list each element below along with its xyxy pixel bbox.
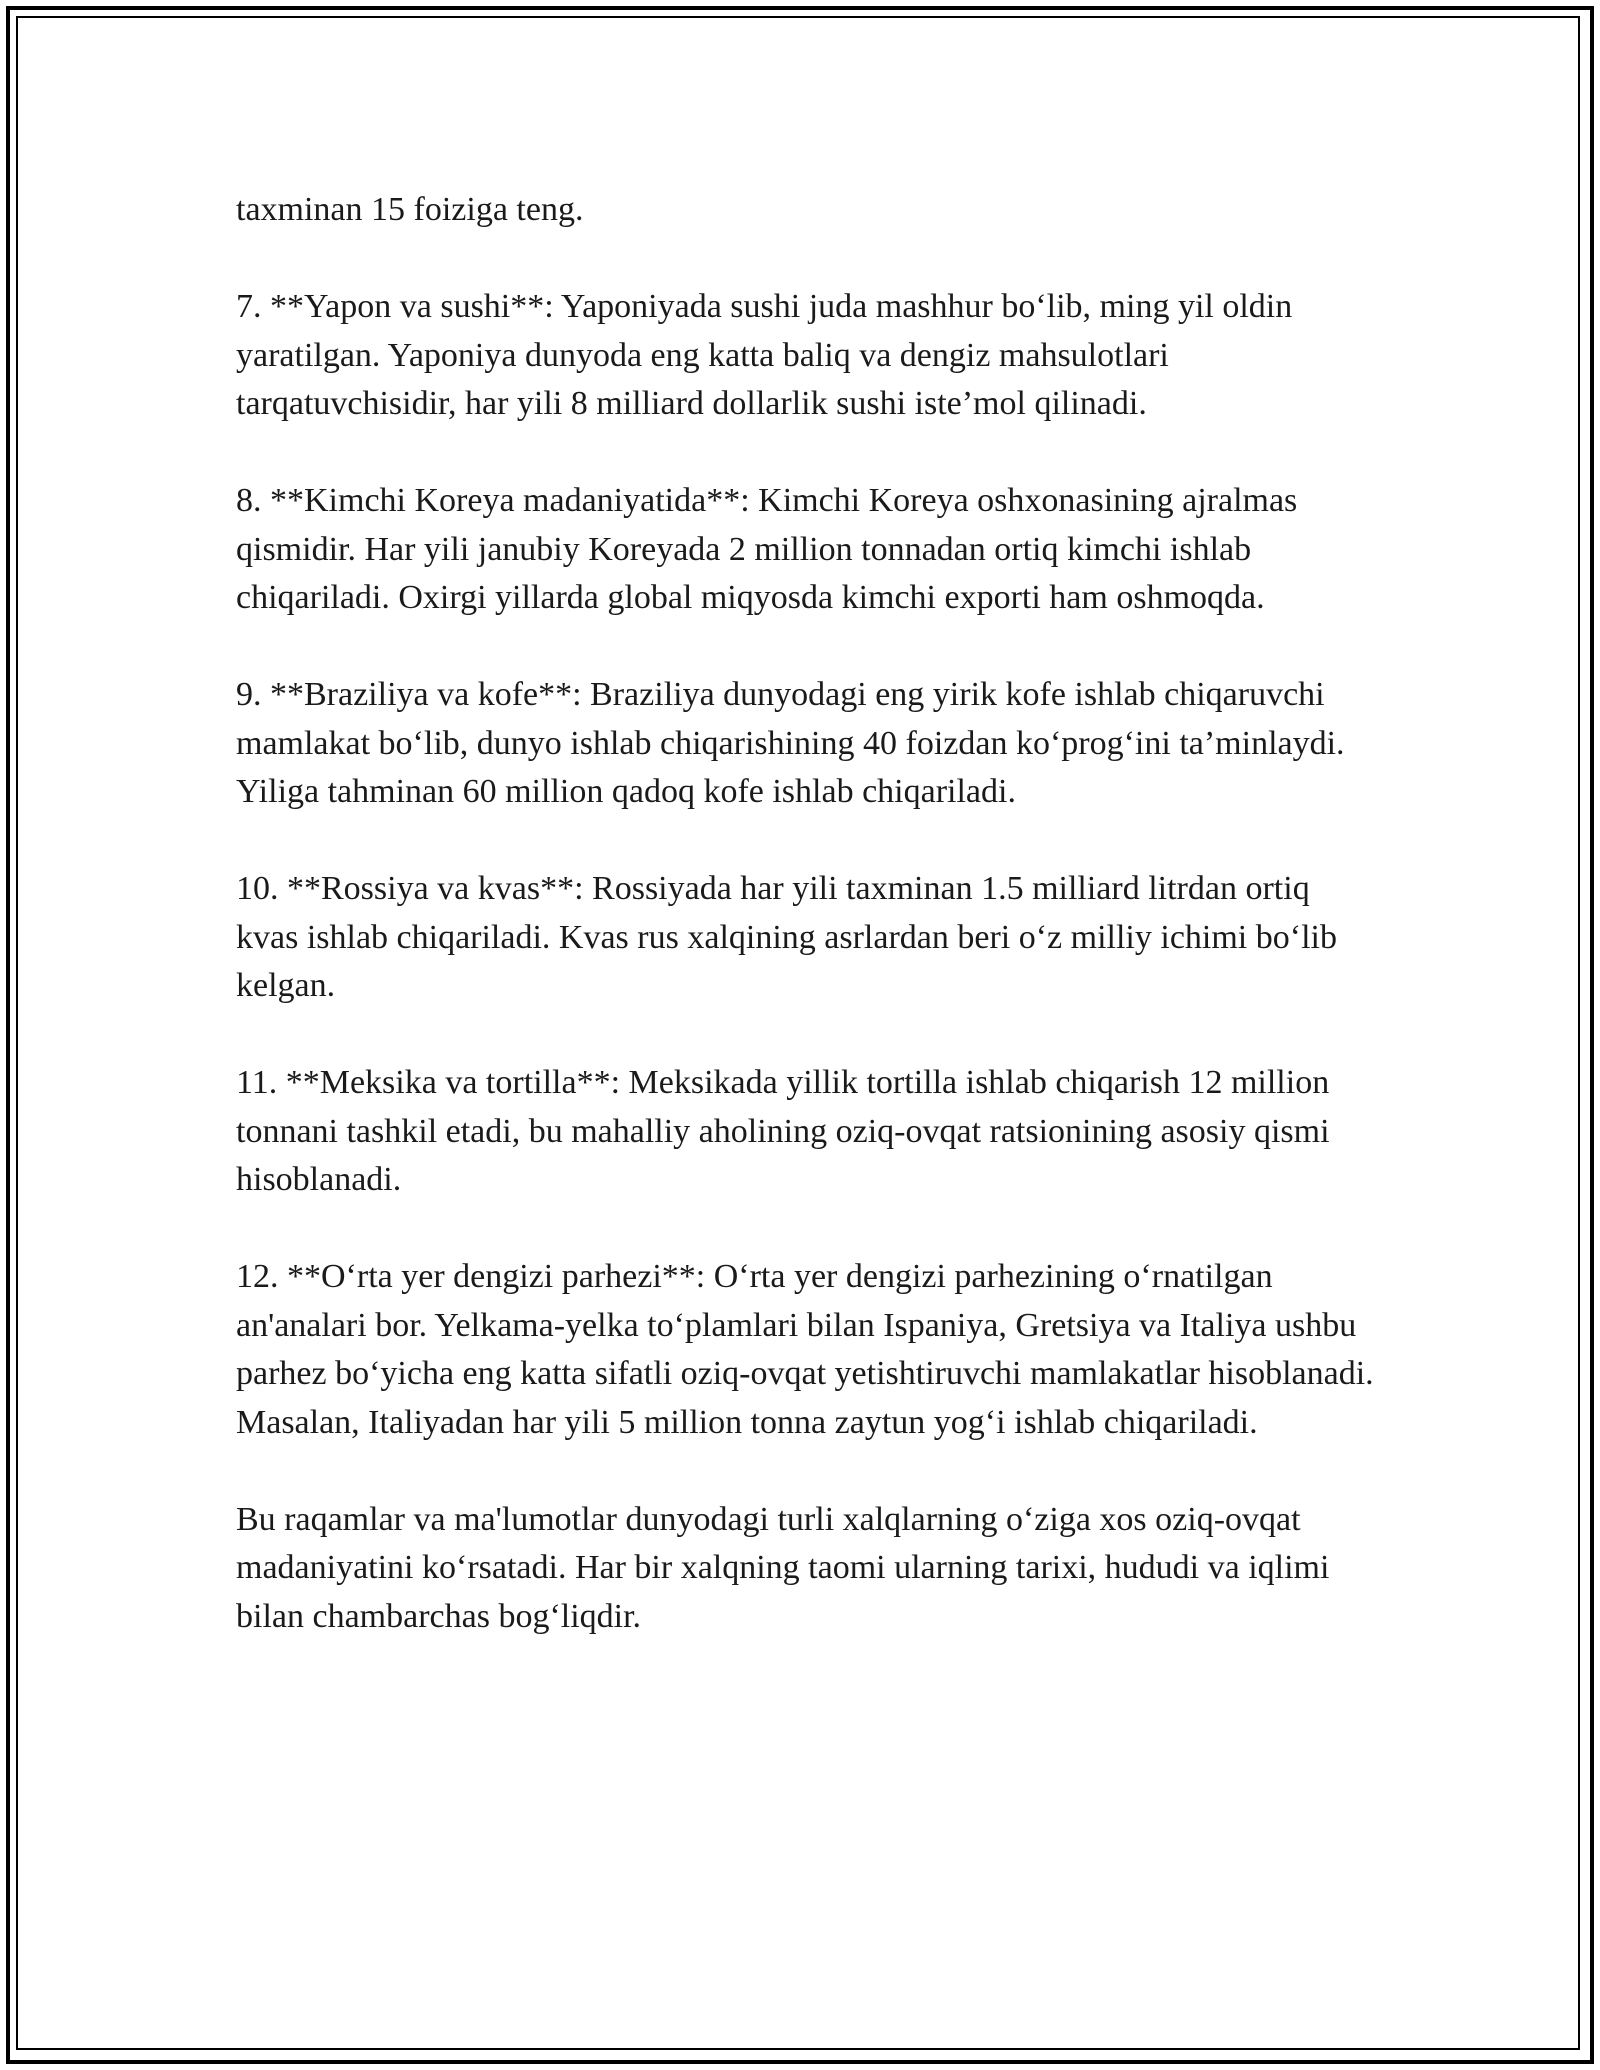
paragraph-conclusion: Bu raqamlar va ma'lumotlar dunyodagi turli xalqlarning o‘ziga xos oziq-ovqat madaniyatini ko‘rsatadi. Har bir xalqning taomi ularning tarixi, hududi va iqlimi bilan chambarchas bog‘liqdir. bbox=[236, 1500, 1330, 1635]
paragraph-item-10: 10. **Rossiya va kvas**: Rossiyada har yili taxminan 1.5 milliard litrdan ortiq kvas ishlab chiqariladi. Kvas rus xalqining asrlardan beri o‘z milliy ichimi bo‘lib kelgan. bbox=[236, 870, 1337, 1004]
paragraph-item-9: 9. **Braziliya va kofe**: Braziliya dunyodagi eng yirik kofe ishlab chiqaruvchi mamlakat bo‘lib, dunyo ishlab chiqarishining 40 foizdan ko‘prog‘ini ta’minlaydi. Yiliga tahminan 60 million qadoq kofe ishlab chiqariladi. bbox=[236, 676, 1345, 810]
paragraph-item-8: 8. **Kimchi Koreya madaniyatida**: Kimchi Koreya oshxonasining ajralmas qismidir. Har yili janubiy Koreyada 2 million tonnadan ortiq kimchi ishlab chiqariladi. Oxirgi yillarda global miqyosda kimchi exporti ham oshmoqda. bbox=[236, 482, 1298, 616]
paragraph-item-12: 12. **O‘rta yer dengizi parhezi**: O‘rta yer dengizi parhezining o‘rnatilgan an'analari bor. Yelkama-yelka to‘plamlari bilan Ispaniya, Gretsiya va Italiya ushbu parhez bo‘yicha eng katta sifatli oziq-ovqat yetishtiruvchi mamlakatlar hisoblanadi. Masalan, Italiyadan har yili 5 million tonna zaytun yog‘i ishlab chiqariladi. bbox=[236, 1258, 1374, 1441]
paragraph-item-7: 7. **Yapon va sushi**: Yaponiyada sushi juda mashhur bo‘lib, ming yil oldin yaratilgan. Yaponiya dunyoda eng katta baliq va dengiz mahsulotlari tarqatuvchisidir, har yili 8 milliard dollarlik sushi iste’mol qilinadi. bbox=[236, 288, 1293, 422]
paragraph-item-11: 11. **Meksika va tortilla**: Meksikada yillik tortilla ishlab chiqarish 12 million tonnani tashkil etadi, bu mahalliy aholining oziq-ovqat ratsionining asosiy qismi hisoblanadi. bbox=[236, 1064, 1330, 1198]
document-body bbox=[236, 186, 1376, 1641]
paragraph-continuation: taxminan 15 foiziga teng. bbox=[236, 191, 584, 228]
